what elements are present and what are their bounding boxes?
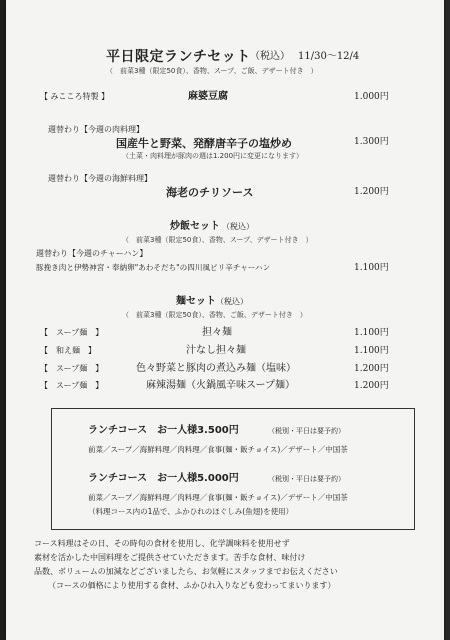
noodle-item-name: 担々麺: [202, 327, 232, 338]
fried-rice-name: 豚挽き肉と伊勢神宮・奉納卵"あわそだち"の四川風ピリ辛チャーハン: [36, 263, 271, 272]
menu-dates: 11/30〜12/4: [298, 51, 360, 62]
noodle-item-price: 1.100円: [354, 346, 389, 356]
special-dish-name: 麻婆豆腐: [188, 91, 228, 102]
weekly-meat-name: 国産牛と野菜、発酵唐辛子の塩炒め: [116, 137, 292, 150]
weekly-fish-name: 海老のチリソース: [166, 186, 254, 199]
special-price: 1.000円: [354, 92, 389, 102]
noodle-set-title: 麺セット: [176, 296, 216, 307]
course-note: （税別・平日は要予約）: [268, 427, 345, 435]
noodle-item-tag: 【 スープ麺 】: [40, 364, 104, 373]
course-note: （税別・平日は要予約）: [268, 475, 345, 483]
menu-header-note: （ 前菜3種（限定50食）、香物、スープ、ご飯、デザート付き ）: [106, 67, 318, 75]
menu-title: 平日限定ランチセット: [106, 49, 251, 65]
noodle-item-name: 汁なし担々麺: [186, 345, 246, 356]
weekly-fish-label: 週替わり【今週の海鮮料理】: [48, 174, 152, 183]
footer-line: 素材を活かした中国料理をご提供させていただきます。苦手な食材、味付け: [34, 553, 306, 562]
noodle-item-name: 色々野菜と豚肉の煮込み麺（塩味）: [136, 363, 296, 374]
weekly-meat-label: 週替わり【今週の肉料理】: [48, 125, 144, 134]
noodle-item-tag: 【 和え麺 】: [40, 346, 96, 355]
noodle-set-note: （ 前菜3種（限定50食）、香物、ご飯、デザート付き ）: [122, 311, 307, 319]
course-list: 前菜／スープ／海鮮料理／肉料理／食事(麺・飯チョイス)／デザート／中国茶: [88, 493, 348, 502]
fried-rice-set-title: 炒飯セット: [170, 221, 220, 232]
weekly-meat-note: （土菜・肉料理が豚肉の週は1.200円に変更になります）: [122, 152, 304, 160]
fried-rice-set-tax: （税込）: [222, 222, 254, 231]
course-title: ランチコース お一人様3.500円: [88, 425, 239, 436]
special-tag: 【 みこころ特製 】: [40, 92, 110, 101]
fried-rice-label: 週替わり【今週のチャーハン】: [36, 249, 148, 258]
course-list: 前菜／スープ／海鮮料理／肉料理／食事(麺・飯チョイス)／デザート／中国茶: [88, 445, 348, 454]
noodle-set-tax: （税込）: [216, 297, 248, 306]
footer-line: （コースの価格により使用する食材、ふかひれ入りなども変わってまいります）: [48, 581, 336, 590]
fried-rice-price: 1.100円: [354, 263, 389, 273]
noodle-item-price: 1.100円: [354, 328, 389, 338]
noodle-item-name: 麻辣湯麺（火鍋風辛味スープ麺）: [146, 380, 295, 391]
footer-line: コース料理はその日、その時旬の食材を使用し、化学調味料を使用せず: [34, 539, 290, 548]
fried-rice-set-note: （ 前菜3種（限定50食）、香物、スープ、デザート付き ）: [122, 236, 313, 244]
menu-sheet: [6, 0, 444, 640]
noodle-item-price: 1.200円: [354, 364, 389, 374]
course-title: ランチコース お一人様5.000円: [88, 473, 239, 484]
weekly-fish-price: 1.200円: [354, 187, 389, 197]
footer-line: 品数、ボリュームの加減などございましたら、お気軽にスタッフまでお伝えください: [34, 567, 338, 576]
noodle-item-tag: 【 スープ麺 】: [40, 328, 104, 337]
noodle-item-price: 1.200円: [354, 381, 389, 391]
noodle-item-tag: 【 スープ麺 】: [40, 381, 104, 390]
menu-title-tax: （税込）: [250, 51, 290, 62]
weekly-meat-price: 1.300円: [354, 137, 389, 147]
course-extra-note: （料理コース内の1品で、ふかひれのほぐしみ(魚翅)を使用）: [88, 507, 294, 516]
